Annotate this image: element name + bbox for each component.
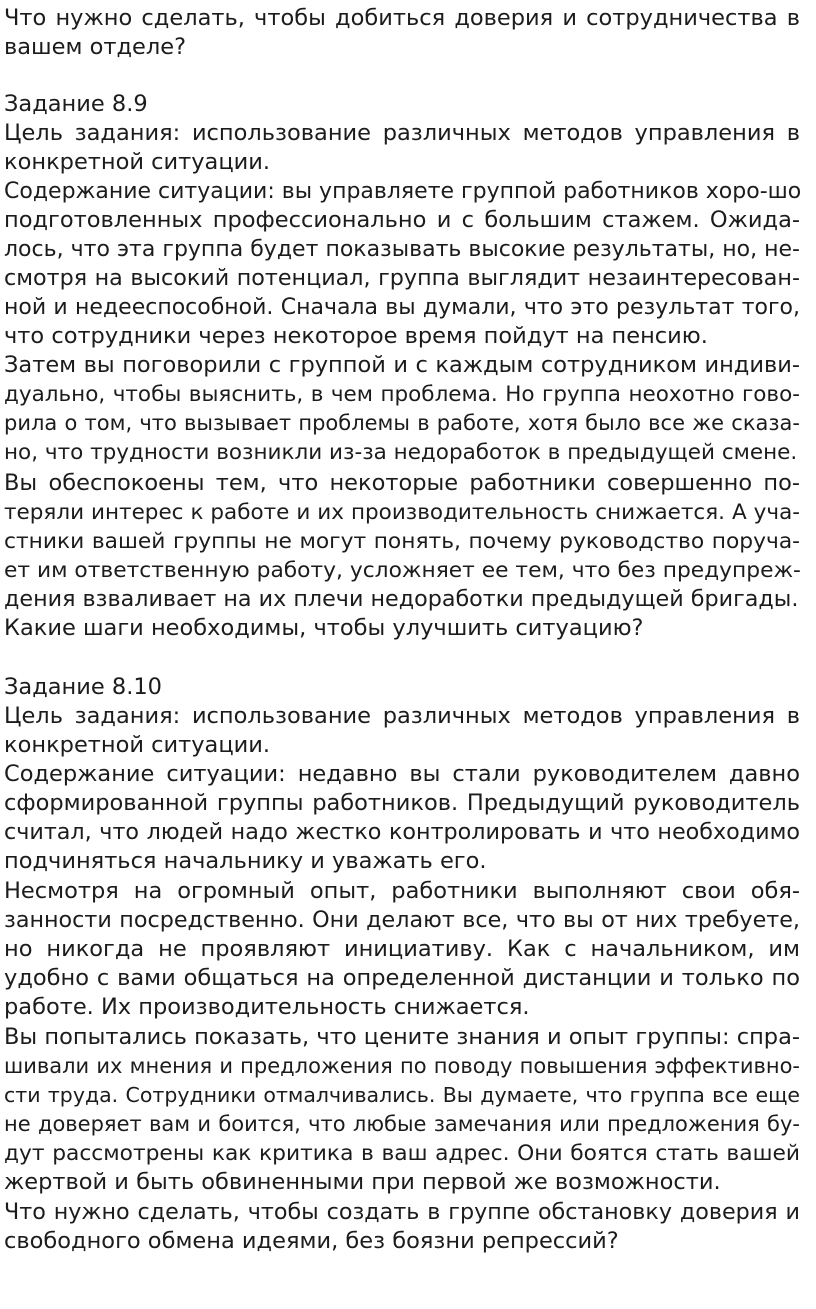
task-heading: Задание 8.10 <box>4 674 162 700</box>
text-line: что сотрудники через некоторое время пойдут на пенсию. <box>4 323 708 349</box>
text-line: Затем вы поговорили с группой и с каждым сотрудником индиви- <box>4 352 800 378</box>
text-line: Что нужно сделать, чтобы добиться доверия и сотрудничества в <box>4 5 800 31</box>
text-line: Вы попытались показать, что цените знания и опыт группы: спра- <box>4 1024 800 1050</box>
text-line: вашем отделе? <box>4 34 187 60</box>
text-line: рила о том, что вызывает проблемы в работе, хотя было все же сказа- <box>4 411 800 435</box>
text-line: дения взваливает на их плечи недоработки предыдущей бригады. <box>4 586 799 612</box>
text-line: Несмотря на огромный опыт, работники выполняют свои обя- <box>4 878 800 904</box>
text-line: ет им ответственную работу, усложняет ее тем, что без предупреж- <box>4 558 801 583</box>
text-line: подчиняться начальнику и уважать его. <box>4 848 487 874</box>
text-line: Цель задания: использование различных методов управления в <box>4 703 800 729</box>
text-line: конкретной ситуации. <box>4 149 271 175</box>
task-heading: Задание 8.9 <box>4 91 148 117</box>
text-line: Что нужно сделать, чтобы создать в группе обстановку доверия и <box>4 1199 800 1225</box>
text-line: Содержание ситуации: недавно вы стали руководителем давно <box>4 761 800 787</box>
text-line: работе. Их производительность снижается. <box>4 994 530 1020</box>
text-line: шивали их мнения и предложения по поводу повышения эффективно- <box>4 1054 800 1078</box>
text-line: стники вашей группы не могут понять, почему руководство поруча- <box>4 529 800 554</box>
text-line: занности посредственно. Они делают все, что вы от них требуете, <box>4 907 800 933</box>
text-line: жертвой и быть обвиненными при первой же возможности. <box>4 1169 721 1195</box>
text-line: Содержание ситуации: вы управляете группой работников хоро-шо <box>4 179 802 204</box>
text-line: дуально, чтобы выяснить, в чем проблема. Но группа неохотно гово- <box>4 382 800 407</box>
text-line: сформированной группы работников. Предыдущий руководитель <box>4 790 800 816</box>
text-line: свободного обмена идеями, без боязни репрессий? <box>4 1228 619 1254</box>
text-line: теряли интерес к работе и их производительность снижается. А уча- <box>4 500 800 525</box>
text-line: но никогда не проявляют инициативу. Как с начальником, им <box>4 936 800 962</box>
text-line: лось, что эта группа будет показывать высокие результаты, но, не- <box>4 237 800 262</box>
text-line: ной и недееспособной. Сначала вы думали, что это результат того, <box>4 295 800 320</box>
text-line: конкретной ситуации. <box>4 732 271 758</box>
text-line: сти труда. Сотрудники отмалчивались. Вы думаете, что группа все еще <box>4 1083 800 1107</box>
text-line: удобно с вами общаться на определенной дистанции и только по <box>4 965 800 991</box>
text-line: дут рассмотрены как критика в ваш адрес. Они боятся стать вашей <box>4 1141 800 1166</box>
text-line: не доверяет вам и боится, что любые замечания или предложения бу- <box>4 1112 800 1136</box>
text-line: считал, что людей надо жестко контролировать и что необходимо <box>4 819 800 845</box>
text-line: Цель задания: использование различных методов управления в <box>4 120 800 146</box>
text-line: но, что трудности возникли из-за недоработок в предыдущей смене. <box>4 440 798 465</box>
text-line: подготовленных профессионально и с большим стажем. Ожида- <box>4 207 800 233</box>
text-line: Вы обеспокоены тем, что некоторые работники совершенно по- <box>4 470 800 496</box>
text-line: смотря на высокий потенциал, группа выглядит незаинтересован- <box>4 265 800 291</box>
text-line: Какие шаги необходимы, чтобы улучшить ситуацию? <box>4 615 644 641</box>
